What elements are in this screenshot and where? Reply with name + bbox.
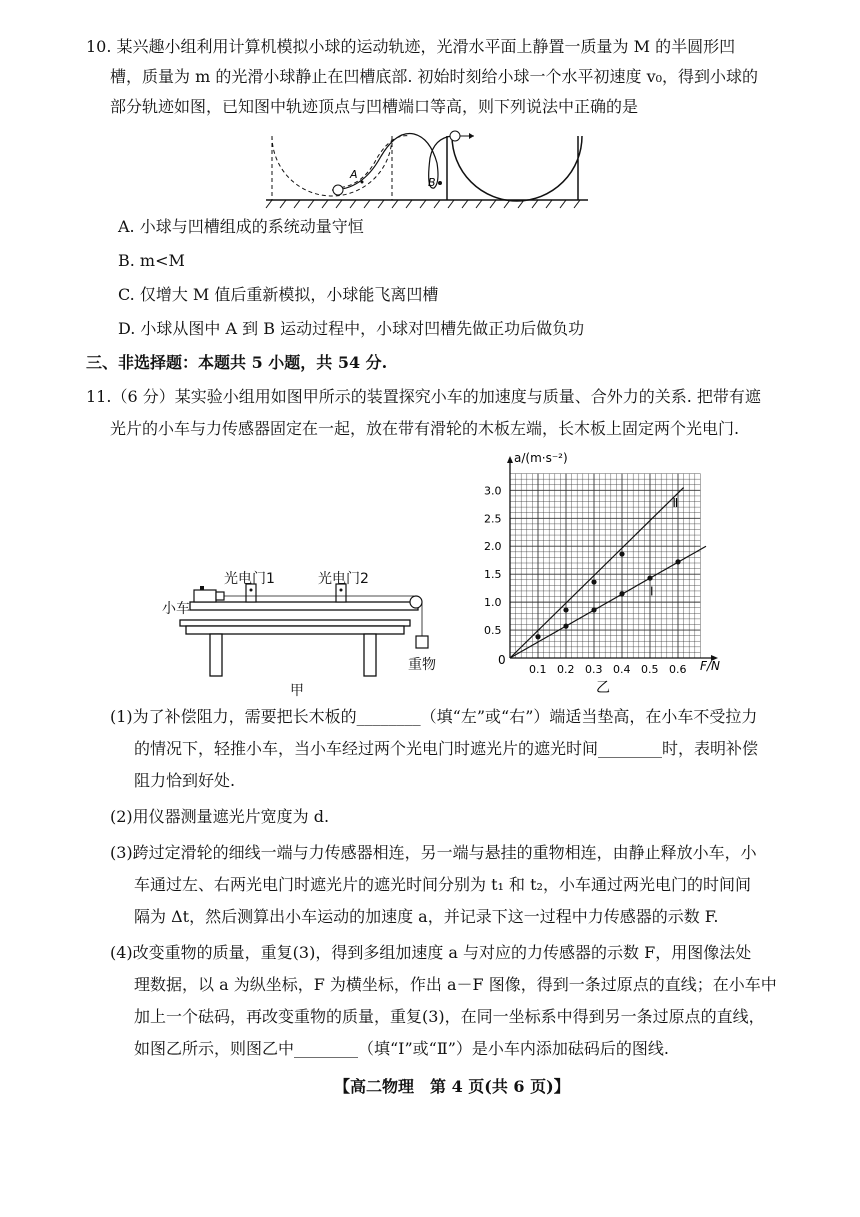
- data-point: [591, 607, 596, 612]
- q11-line-1: 11.（6 分）某实验小组用如图甲所示的装置探究小车的加速度与质量、合外力的关系. 把带有遮: [86, 387, 761, 406]
- weight-label: 重物: [408, 657, 436, 673]
- chart-caption: 乙: [596, 680, 610, 696]
- y-tick-label: 2.0: [484, 540, 502, 554]
- y-tick-label: 2.5: [484, 512, 502, 526]
- series-label: Ⅰ: [650, 584, 654, 599]
- q10-trajectory-figure: [262, 128, 592, 210]
- q11-part3-line-1: (3)跨过定滑轮的细线一端与力传感器相连，另一端与悬挂的重物相连，由静止释放小车，小: [110, 843, 757, 862]
- q11-part1-line-1: (1)为了补偿阻力，需要把长木板的________（填“左”或“右”）端适当垫高，在小车不受拉力: [110, 707, 758, 726]
- chart-series: [510, 488, 706, 658]
- chart-ticks: [484, 484, 687, 676]
- apparatus-figure: [150, 560, 450, 690]
- y-tick-label: 1.0: [484, 596, 502, 610]
- q10-line-1: 10. 某兴趣小组利用计算机模拟小球的运动轨迹，光滑水平面上静置一质量为 M 的半圆形凹: [86, 37, 736, 56]
- chart-xlabel: F/N: [700, 659, 720, 673]
- data-point: [563, 607, 568, 612]
- data-point: [563, 624, 568, 629]
- q11-part3-line-2: 车通过左、右两光电门时遮光片的遮光时间分别为 t₁ 和 t₂，小车通过两光电门的时间间: [134, 875, 751, 894]
- section-heading: 三、非选择题：本题共 5 小题，共 54 分.: [86, 353, 388, 372]
- q10-line-3: 部分轨迹如图，已知图中轨迹顶点与凹槽端口等高，则下列说法中正确的是: [110, 97, 639, 116]
- data-point: [619, 551, 624, 556]
- label-a: A: [350, 168, 358, 181]
- gate2-label: 光电门2: [318, 571, 369, 587]
- x-tick-label: 0.2: [557, 663, 575, 676]
- data-point: [535, 634, 540, 639]
- q11-part4-line-4: 如图乙所示，则图乙中________（填“Ⅰ”或“Ⅱ”）是小车内添加砝码后的图线.: [134, 1039, 670, 1058]
- y-axis-arrow: [507, 456, 513, 463]
- q11-line-2: 光片的小车与力传感器固定在一起，放在带有滑轮的木板左端，长木板上固定两个光电门.: [110, 419, 740, 438]
- y-tick-label: 3.0: [484, 484, 502, 498]
- car-label: 小车: [162, 601, 190, 617]
- q11-part2: (2)用仪器测量遮光片宽度为 d.: [110, 807, 330, 826]
- figure-jia-caption: 甲: [290, 683, 304, 699]
- series-label: Ⅱ: [672, 496, 679, 511]
- q11-part4-line-1: (4)改变重物的质量，重复(3)，得到多组加速度 a 与对应的力传感器的示数 F，用图像法处: [110, 943, 752, 962]
- q10-option-d: D. 小球从图中 A 到 B 运动过程中，小球对凹槽先做正功后做负功: [118, 319, 585, 338]
- data-point: [647, 575, 652, 580]
- q11-part1-line-2: 的情况下，轻推小车，当小车经过两个光电门时遮光片的遮光时间________时，表明补偿: [134, 739, 759, 758]
- data-point: [619, 591, 624, 596]
- x-tick-label: 0.6: [669, 663, 687, 676]
- data-point: [675, 559, 680, 564]
- q10-option-c: C. 仅增大 M 值后重新模拟，小球能飞离凹槽: [118, 285, 439, 304]
- q11-part1-line-3: 阻力恰到好处.: [134, 771, 236, 790]
- chart-ylabel: a/(m·s⁻²): [514, 451, 568, 465]
- y-tick-label: 1.5: [484, 568, 502, 582]
- chart-origin: 0: [498, 653, 506, 667]
- data-point: [591, 579, 596, 584]
- x-tick-label: 0.1: [529, 663, 547, 676]
- q11-part4-line-2: 理数据，以 a 为纵坐标，F 为横坐标，作出 a－F 图像，得到一条过原点的直线；在小车中: [134, 975, 777, 994]
- y-tick-label: 0.5: [484, 624, 502, 638]
- x-tick-label: 0.4: [613, 663, 631, 676]
- gate1-label: 光电门1: [224, 571, 275, 587]
- x-tick-label: 0.3: [585, 663, 603, 676]
- q11-part3-line-3: 隔为 Δt，然后测算出小车运动的加速度 a，并记录下这一过程中力传感器的示数 F.: [134, 907, 719, 926]
- series-line: [510, 488, 684, 658]
- x-tick-label: 0.5: [641, 663, 659, 676]
- q10-option-b: B. m<M: [118, 251, 185, 270]
- label-b: B: [428, 176, 436, 189]
- page-footer: 【高二物理 第 4 页(共 6 页)】: [334, 1077, 570, 1096]
- q10-line-2: 槽，质量为 m 的光滑小球静止在凹槽底部. 初始时刻给小球一个水平初速度 v₀，得到小球的: [110, 67, 759, 86]
- q10-option-a: A. 小球与凹槽组成的系统动量守恒: [118, 217, 364, 236]
- q11-part4-line-3: 加上一个砝码，再改变重物的质量，重复(3)，在同一坐标系中得到另一条过原点的直线，: [134, 1007, 765, 1026]
- a-f-chart: [470, 448, 730, 698]
